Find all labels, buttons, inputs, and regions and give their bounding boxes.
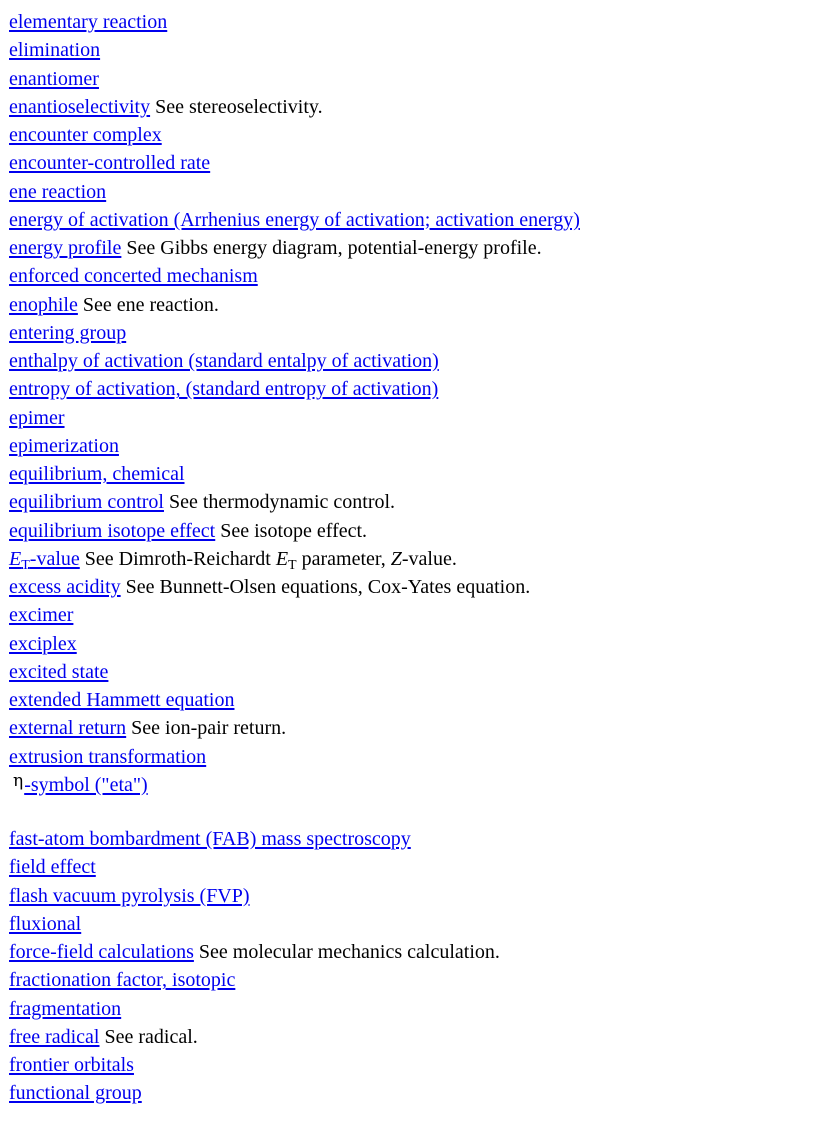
glossary-entry <box>9 995 816 1023</box>
section-divider <box>9 799 816 825</box>
entry-link[interactable]: functional group <box>9 1082 142 1105</box>
entry-link[interactable]: equilibrium, chemical <box>9 463 185 485</box>
entry-link[interactable]: extended Hammett equation <box>9 689 235 711</box>
entry-link[interactable]: excited state <box>9 660 109 683</box>
glossary-entry <box>9 686 816 714</box>
glossary-entry <box>9 1079 816 1107</box>
entry-link[interactable]: fluxional <box>9 912 82 935</box>
entry-link[interactable]: encounter complex <box>9 124 162 146</box>
glossary-entry <box>9 573 816 601</box>
glossary-entry <box>9 714 816 742</box>
entry-link[interactable] <box>9 547 80 573</box>
glossary-entry <box>9 966 816 994</box>
glossary-entry <box>9 488 816 516</box>
section-e-list <box>9 8 816 799</box>
glossary-entry <box>9 262 816 290</box>
glossary-entry <box>9 93 816 121</box>
entry-link[interactable]: flash vacuum pyrolysis (FVP) <box>9 884 250 907</box>
glossary-entry <box>9 149 816 177</box>
entry-link[interactable]: entropy of activation, (standard entropy of activation) <box>9 378 439 401</box>
glossary-entry <box>9 853 816 881</box>
see-also-text: See Gibbs energy diagram, potential-energy profile. <box>126 237 542 259</box>
see-also-text: See radical. <box>104 1025 198 1048</box>
entry-link[interactable]: fast-atom bombardment (FAB) mass spectroscopy <box>9 828 411 850</box>
glossary-entry <box>9 882 816 910</box>
see-also-text: See ene reaction. <box>82 293 219 316</box>
glossary-entry <box>9 460 816 488</box>
glossary-entry <box>9 121 816 149</box>
entry-link[interactable]: ene reaction <box>9 180 107 203</box>
glossary-entry <box>9 1023 816 1051</box>
entry-link[interactable]: enforced concerted mechanism <box>9 265 258 288</box>
entry-link[interactable]: frontier orbitals <box>9 1054 134 1076</box>
entry-link[interactable]: enantioselectivity <box>9 95 151 118</box>
glossary-entry <box>9 825 816 853</box>
glossary-entry <box>9 1051 816 1079</box>
entry-link[interactable]: external return <box>9 717 127 740</box>
see-end: -value. <box>401 547 457 570</box>
glossary-entry <box>9 743 816 771</box>
eta-icon: η <box>13 770 24 791</box>
entry-link[interactable]: excess acidity <box>9 576 121 598</box>
see-symbol: E <box>275 547 289 570</box>
entry-link[interactable]: field effect <box>9 856 96 879</box>
entry-link[interactable]: elementary reaction <box>9 11 168 33</box>
entry-link[interactable]: extrusion transformation <box>9 745 207 768</box>
see-also-text: See thermodynamic control. <box>168 491 396 514</box>
see-also-text: See isotope effect. <box>220 519 368 542</box>
glossary-entry-eta <box>9 771 816 799</box>
glossary-entry <box>9 375 816 403</box>
glossary-entry <box>9 347 816 375</box>
entry-link[interactable]: equilibrium isotope effect <box>9 519 216 542</box>
glossary-entry <box>9 601 816 629</box>
et-symbol: E <box>9 547 22 570</box>
entry-link[interactable]: entering group <box>9 321 127 344</box>
see-subscript: T <box>288 557 297 573</box>
entry-link[interactable]: epimer <box>9 406 65 429</box>
glossary-entry <box>9 206 816 234</box>
entry-link[interactable]: force-field calculations <box>9 941 194 963</box>
glossary-entry <box>9 938 816 966</box>
entry-link[interactable]: enophile <box>9 293 78 316</box>
entry-link[interactable]: elimination <box>9 39 101 62</box>
entry-link[interactable]: encounter-controlled rate <box>9 152 211 175</box>
glossary-entry <box>9 630 816 658</box>
see-also-text: See Bunnett-Olsen equations, Cox-Yates equation. <box>125 576 531 598</box>
see-mid: parameter, <box>296 547 391 570</box>
see-prefix: See Dimroth-Reichardt <box>84 547 276 570</box>
glossary-entry <box>9 234 816 262</box>
glossary-entry <box>9 178 816 206</box>
et-subscript: T <box>21 557 30 573</box>
entry-link[interactable]: fragmentation <box>9 997 122 1020</box>
glossary-entry <box>9 319 816 347</box>
see-also-text: See molecular mechanics calculation. <box>198 941 500 963</box>
see-also-text: See ion-pair return. <box>131 717 287 740</box>
glossary-entry <box>9 36 816 64</box>
glossary-entry <box>9 291 816 319</box>
glossary-entry <box>9 432 816 460</box>
entry-link[interactable]: free radical <box>9 1025 100 1048</box>
glossary-entry <box>9 910 816 938</box>
glossary-entry <box>9 517 816 545</box>
entry-link[interactable]: epimerization <box>9 434 119 457</box>
entry-link[interactable]: exciplex <box>9 632 77 655</box>
glossary-entry <box>9 404 816 432</box>
entry-link[interactable]: excimer <box>9 604 74 627</box>
entry-link[interactable]: equilibrium control <box>9 491 164 514</box>
entry-link[interactable]: enantiomer <box>9 67 99 90</box>
glossary-entry-et-value <box>9 545 816 573</box>
entry-link[interactable]: energy profile <box>9 237 122 259</box>
entry-link[interactable]: fractionation factor, isotopic <box>9 969 236 992</box>
glossary-entry <box>9 8 816 36</box>
see-also-text <box>84 547 457 573</box>
section-f-list <box>9 825 816 1108</box>
entry-link[interactable]: -symbol ("eta") <box>24 773 148 796</box>
glossary-entry <box>9 658 816 686</box>
glossary-entry <box>9 65 816 93</box>
entry-link[interactable]: enthalpy of activation (standard entalpy of activation) <box>9 350 439 372</box>
entry-link[interactable]: energy of activation (Arrhenius energy of activation; activation energy) <box>9 208 580 231</box>
et-link-rest: -value <box>29 547 80 570</box>
see-also-text: See stereoselectivity. <box>155 95 323 118</box>
see-symbol-z: Z <box>390 547 402 570</box>
